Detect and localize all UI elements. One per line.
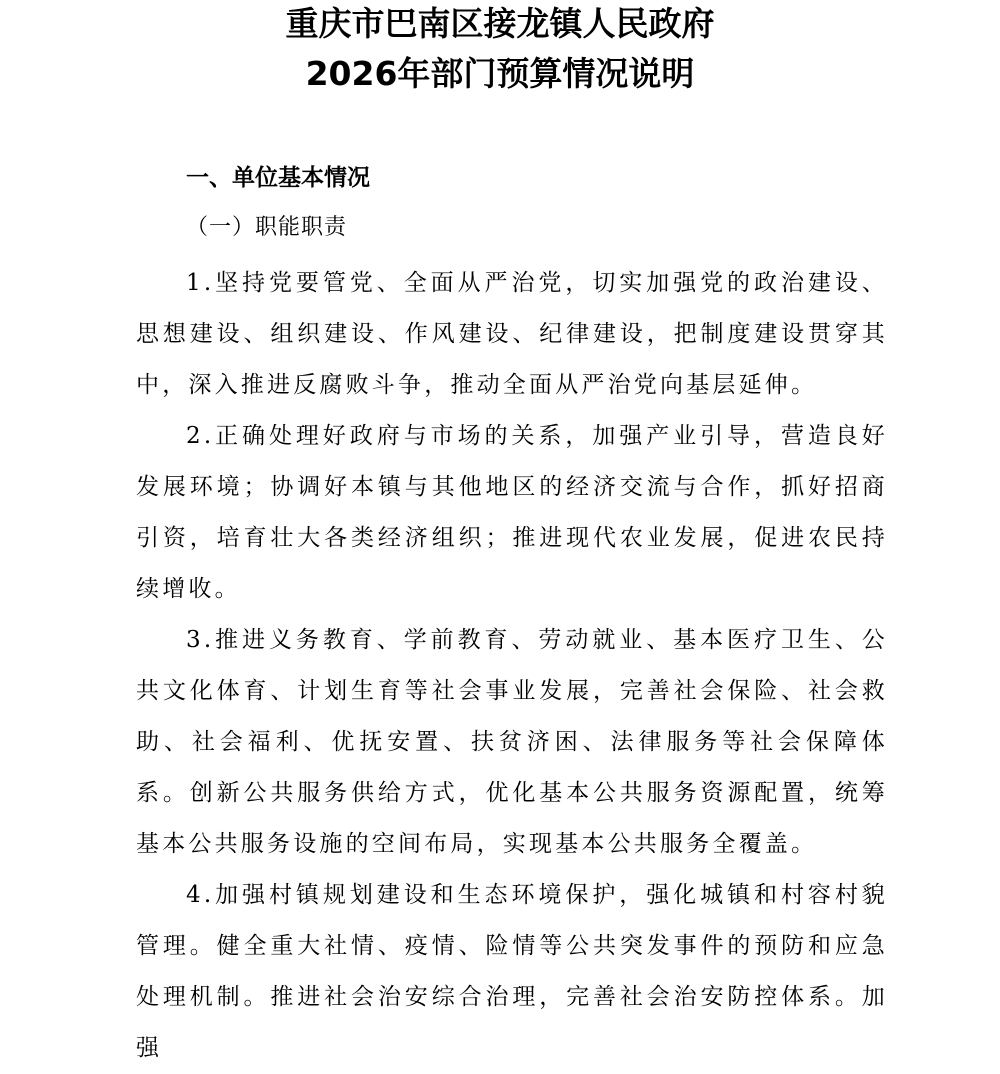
document-title-line2: 2026年部门预算情况说明 (305, 54, 695, 93)
paragraph-1: 1.坚持党要管党、全面从严治党，切实加强党的政治建设、思想建设、组织建设、作风建设、纪律建设，把制度建设贯穿其中，深入推进反腐败斗争，推动全面从严治党向基层延伸。 (136, 270, 888, 398)
document-title-line1: 重庆市巴南区接龙镇人民政府 (285, 4, 715, 43)
paragraph-4: 4.加强村镇规划建设和生态环境保护，强化城镇和村容村貌管理。健全重大社情、疫情、险情等公共突发事件的预防和应急处理机制。推进社会治安综合治理，完善社会治安防控体系。加强 (136, 882, 888, 1061)
paragraph-3: 3.推进义务教育、学前教育、劳动就业、基本医疗卫生、公共文化体育、计划生育等社会事业发展，完善社会保险、社会救助、社会福利、优抚安置、扶贫济困、法律服务等社会保障体系。创新公共服务供给方式，优化基本公共服务资源配置，统筹基本公共服务设施的空间布局，实现基本公共服务全覆盖。 (136, 627, 888, 857)
paragraph-2: 2.正确处理好政府与市场的关系，加强产业引导，营造良好发展环境；协调好本镇与其他地区的经济交流与合作，抓好招商引资，培育壮大各类经济组织；推进现代农业发展，促进农民持续增收。 (136, 423, 888, 602)
subsection-heading: （一）职能职责 (186, 215, 348, 240)
section-heading: 一、单位基本情况 (186, 165, 370, 191)
document-body (136, 258, 888, 1074)
